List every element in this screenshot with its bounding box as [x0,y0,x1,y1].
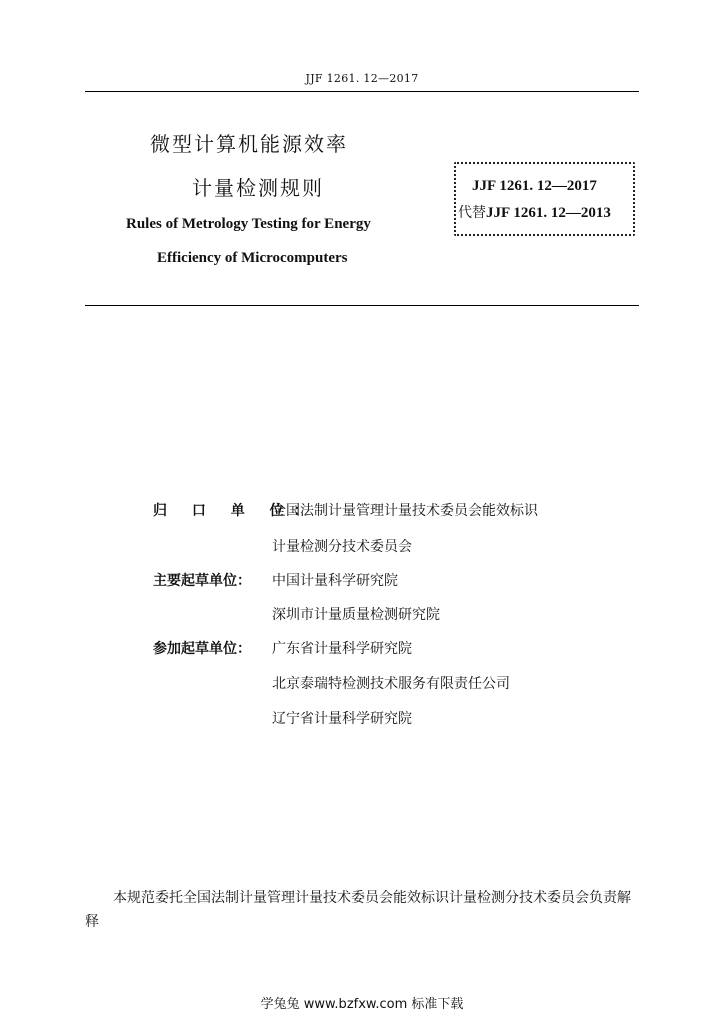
responsible-unit-value-1: 全国法制计量管理计量技术委员会能效标识 [272,503,538,519]
replaces-prefix: 代替 [458,205,486,221]
main-drafting-value-2: 深圳市计量质量检测研究院 [272,607,440,623]
standard-code: JJF 1261. 12—2017 [472,178,597,194]
participating-value-2: 北京泰瑞特检测技术服务有限责任公司 [272,676,510,692]
participating-value-1: 广东省计量科学研究院 [272,641,412,657]
header-standard-code: JJF 1261. 12—2017 [305,72,419,85]
download-watermark[interactable]: 学兔兔 www.bzfxw.com 标准下载 [260,997,464,1012]
responsible-unit-value-2: 计量检测分技术委员会 [272,539,412,555]
interpretation-note: 本规范委托全国法制计量管理计量技术委员会能效标识计量检测分技术委员会负责解释 [85,890,631,930]
replaces-code: JJF 1261. 12—2013 [486,205,611,221]
title-en-line1: Rules of Metrology Testing for Energy [126,216,371,232]
participating-value-3: 辽宁省计量科学研究院 [272,711,412,727]
responsible-unit-label: 归 口 单 位： [153,503,318,519]
main-drafting-value-1: 中国计量科学研究院 [272,573,398,589]
main-drafting-label: 主要起草单位： [153,573,251,589]
title-cn-line1: 微型计算机能源效率 [150,132,348,156]
title-en-line2: Efficiency of Microcomputers [157,250,348,266]
title-cn-line2: 计量检测规则 [192,176,324,200]
participating-drafting-label: 参加起草单位： [153,641,251,657]
